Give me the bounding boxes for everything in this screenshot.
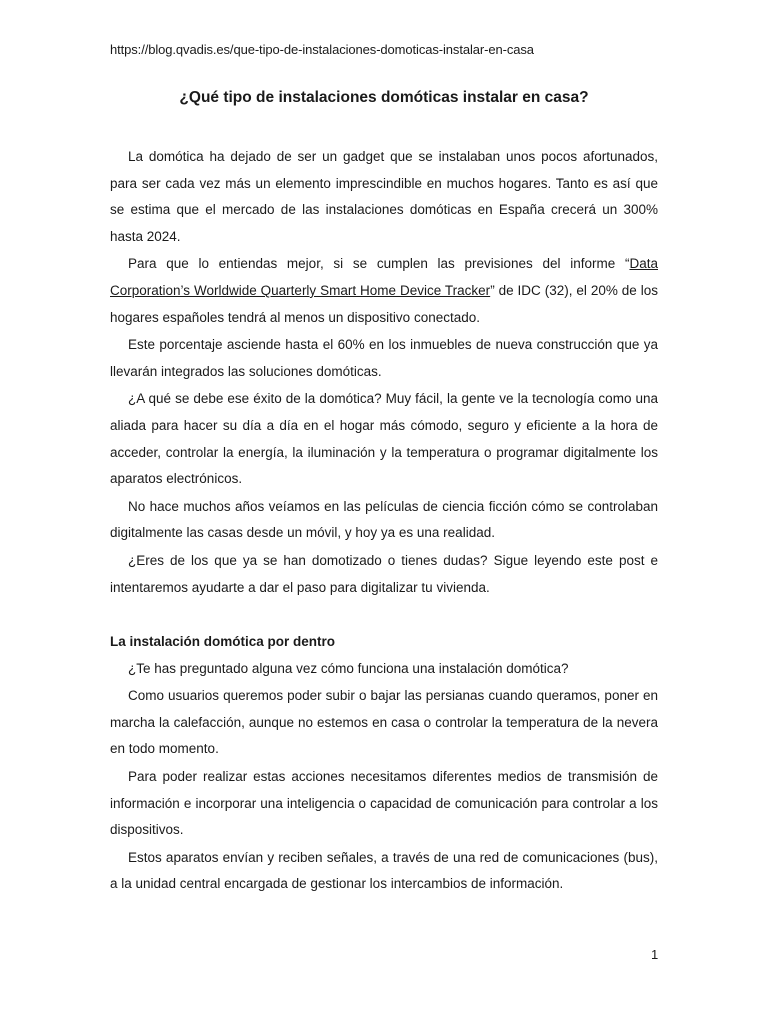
intro-paragraph-2 (110, 251, 658, 331)
section-paragraph-1: ¿Te has preguntado alguna vez cómo funciona una instalación domótica? (128, 660, 569, 676)
page-title: ¿Qué tipo de instalaciones domóticas instalar en casa? (179, 89, 589, 106)
section-paragraph-4: Estos aparatos envían y reciben señales, a través de una red de comunicaciones (bus), a la unidad central encargada de gestionar los intercambios de información. (110, 849, 658, 892)
report-link[interactable]: Data Corporation’s Worldwide Quarterly Smart Home Device Tracker (110, 256, 658, 298)
intro-paragraph-2-start: Para que lo entiendas mejor, si se cumplen las previsiones del informe “ (128, 256, 630, 272)
section-paragraph-2: Como usuarios queremos poder subir o bajar las persianas cuando queramos, poner en marcha la calefacción, aunque no estemos en casa o controlar la temperatura de la nevera en todo momento. (110, 688, 658, 757)
intro-paragraph-4: ¿A qué se debe ese éxito de la domótica? Muy fácil, la gente ve la tecnología como una aliada para hacer su día a día en el hogar más cómodo, seguro y eficiente a la hora de acceder, controlar la energía, la iluminación y la temperatura o programar digitalmente los aparatos electrónicos. (110, 391, 658, 487)
intro-paragraph-1: La domótica ha dejado de ser un gadget que se instalaban unos pocos afortunados, para ser cada vez más un elemento imprescindible en muchos hogares. Tanto es así que se estima que el mercado de las instalaciones domóticas en España crecerá un 300% hasta 2024. (110, 149, 658, 244)
section-heading: La instalación domótica por dentro (110, 634, 336, 650)
page-url: https://blog.qvadis.es/que-tipo-de-instalaciones-domoticas-instalar-en-casa (110, 42, 534, 57)
intro-paragraph-5: No hace muchos años veíamos en las películas de ciencia ficción cómo se controlaban digitalmente las casas desde un móvil, y hoy ya es una realidad. (110, 498, 658, 541)
intro-paragraph-2-end: ” de IDC (32), el 20% de los hogares españoles tendrá al menos un dispositivo conectado. (110, 282, 658, 325)
page-number: 1 (651, 947, 659, 962)
section-paragraph-3: Para poder realizar estas acciones necesitamos diferentes medios de transmisión de información e incorporar una inteligencia o capacidad de comunicación para controlar a los dispositivos. (110, 769, 658, 838)
article-body (110, 144, 658, 899)
intro-paragraph-6: ¿Eres de los que ya se han domotizado o tienes dudas? Sigue leyendo este post e intentaremos ayudarte a dar el paso para digitalizar tu vivienda. (110, 552, 658, 595)
intro-paragraph-3: Este porcentaje asciende hasta el 60% en los inmuebles de nueva construcción que ya llevarán integrados las soluciones domóticas. (110, 337, 658, 379)
